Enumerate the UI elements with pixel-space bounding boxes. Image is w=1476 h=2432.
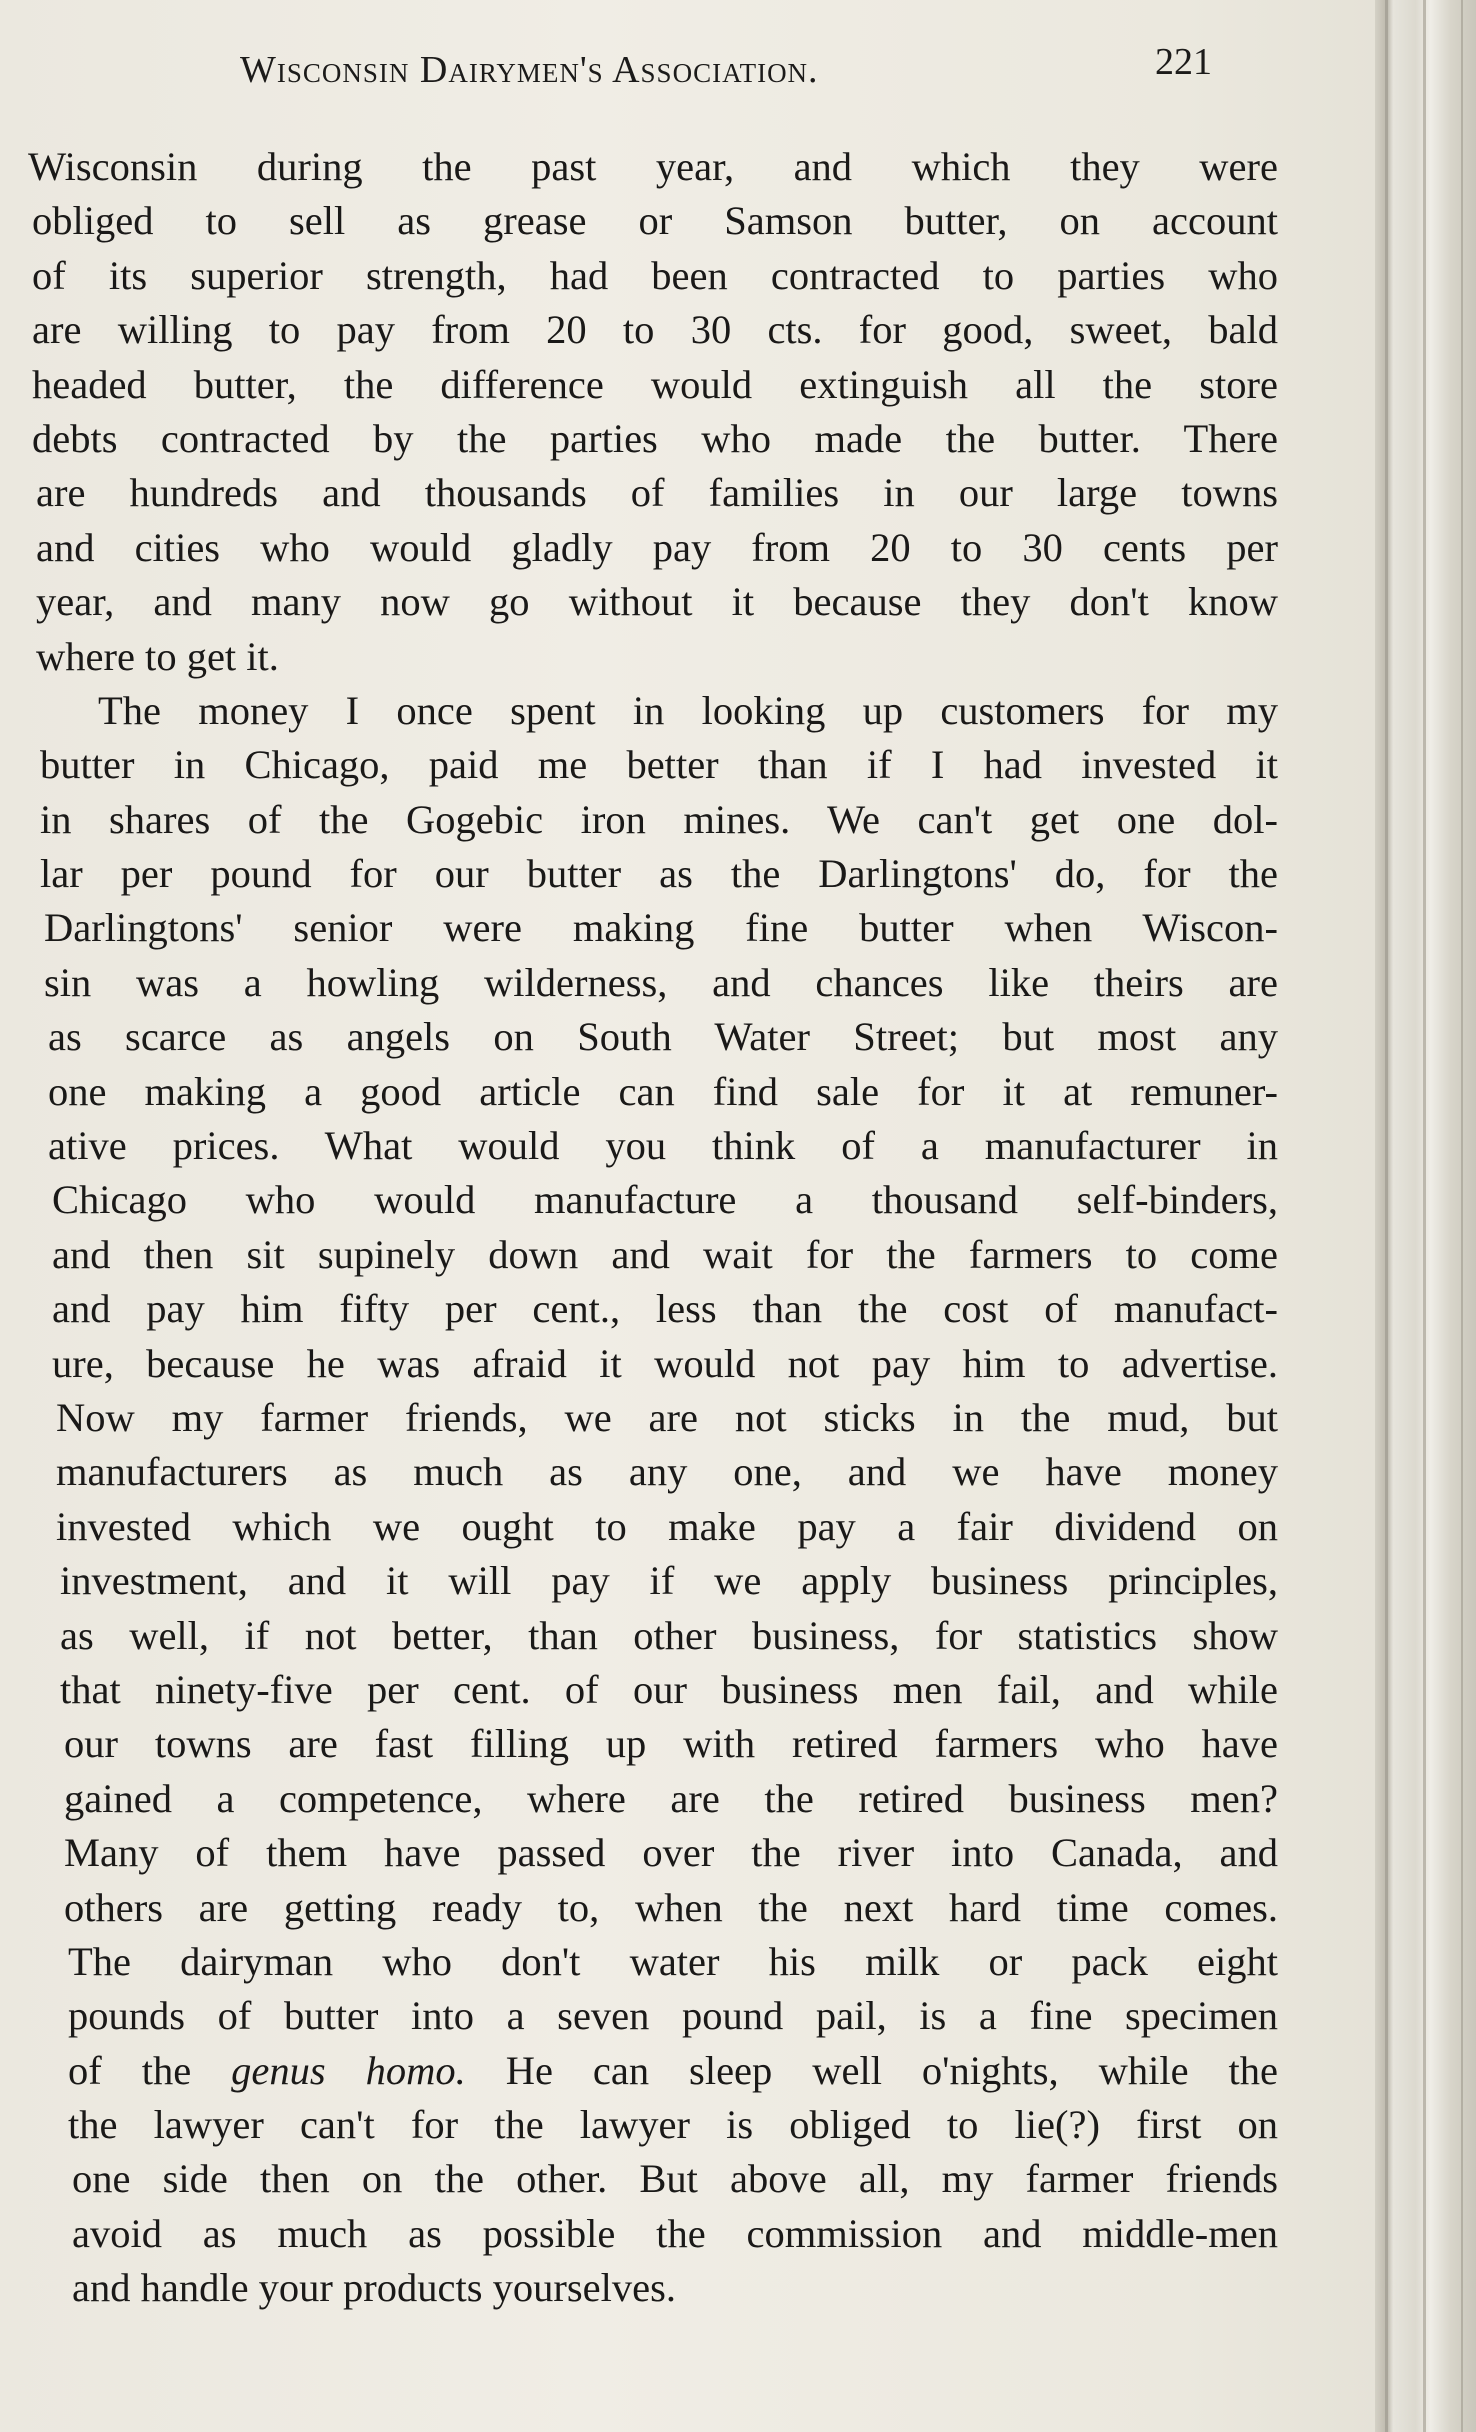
text-line: lar per pound for our butter as the Darlingtons' do, for the (40, 851, 1278, 897)
text-line: The dairyman who don't water his milk or pack eight (68, 1938, 1278, 1984)
paragraph (28, 684, 1278, 2316)
text-line: where to get it. (36, 633, 279, 679)
text-line: our towns are fast filling up with retired farmers who have (64, 1721, 1278, 1767)
text-line: obliged to sell as grease or Samson butter, on account (32, 198, 1278, 244)
italic-phrase: genus homo. (231, 2047, 466, 2093)
text-line: as scarce as angels on South Water Street; but most any (48, 1014, 1278, 1060)
text-line: year, and many now go without it because they don't know (36, 579, 1278, 625)
text-fragment: He can sleep well o'nights, while the (465, 2047, 1278, 2093)
text-line: gained a competence, where are the retired business men? (64, 1775, 1278, 1821)
text-line: and then sit supinely down and wait for the farmers to come (52, 1231, 1278, 1277)
text-line: and pay him fifty per cent., less than the cost of manufact- (52, 1286, 1278, 1332)
text-line: that ninety-five per cent. of our business men fail, and while (60, 1666, 1278, 1712)
text-line: Many of them have passed over the river into Canada, and (64, 1830, 1278, 1876)
running-title: Wisconsin Dairymen's Association. (240, 49, 819, 91)
text-line: ure, because he was afraid it would not pay him to advertise. (52, 1340, 1278, 1386)
text-line: invested which we ought to make pay a fair dividend on (56, 1503, 1278, 1549)
text-line: ative prices. What would you think of a manufacturer in (48, 1123, 1278, 1169)
page-header (240, 38, 1240, 98)
text-line: and cities who would gladly pay from 20 to 30 cents per (36, 524, 1278, 570)
text-line: The money I once spent in looking up customers for my (98, 687, 1278, 733)
binding-line (1385, 0, 1388, 2432)
text-line: pounds of butter into a seven pound pail, is a fine specimen (68, 1993, 1278, 2039)
text-line: butter in Chicago, paid me better than if I had invested it (40, 742, 1278, 788)
text-line: are hundreds and thousands of families in our large towns (36, 470, 1278, 516)
paragraph (28, 140, 1278, 684)
page-number: 221 (1155, 41, 1212, 83)
text-line: in shares of the Gogebic iron mines. We can't get one dol- (40, 796, 1278, 842)
text-line: one making a good article can find sale for it at remuner- (48, 1068, 1278, 1114)
text-line: avoid as much as possible the commission and middle-men (72, 2210, 1278, 2256)
text-line: manufacturers as much as any one, and we have money (56, 1449, 1278, 1495)
text-fragment: of the (68, 2047, 232, 2093)
binding-line (1461, 0, 1463, 2432)
text-line: investment, and it will pay if we apply business principles, (60, 1558, 1278, 1604)
text-line: Chicago who would manufacture a thousand self-binders, (52, 1177, 1278, 1223)
text-line: and handle your products yourselves. (72, 2265, 676, 2311)
page-binding-edge (1375, 0, 1476, 2432)
binding-line (1423, 0, 1426, 2432)
text-line: Wisconsin during the past year, and which they were (28, 144, 1278, 189)
text-line: sin was a howling wilderness, and chances like theirs are (44, 959, 1278, 1005)
text-line: one side then on the other. But above all, my farmer friends (72, 2156, 1278, 2202)
body-text (28, 140, 1278, 2316)
text-line: Now my farmer friends, we are not sticks in the mud, but (56, 1394, 1278, 1440)
text-line: headed butter, the difference would extinguish all the store (32, 361, 1278, 407)
text-line: others are getting ready to, when the next hard time comes. (64, 1884, 1278, 1930)
text-line: of its superior strength, had been contracted to parties who (32, 252, 1278, 298)
text-line: the lawyer can't for the lawyer is obliged to lie(?) first on (68, 2102, 1278, 2148)
text-line: as well, if not better, than other business, for statistics show (60, 1612, 1278, 1658)
text-line: Darlingtons' senior were making fine butter when Wiscon- (44, 905, 1278, 951)
text-line: debts contracted by the parties who made the butter. There (32, 415, 1278, 461)
text-line-with-italic (68, 2044, 1278, 2098)
text-line: are willing to pay from 20 to 30 cts. for good, sweet, bald (32, 307, 1278, 353)
